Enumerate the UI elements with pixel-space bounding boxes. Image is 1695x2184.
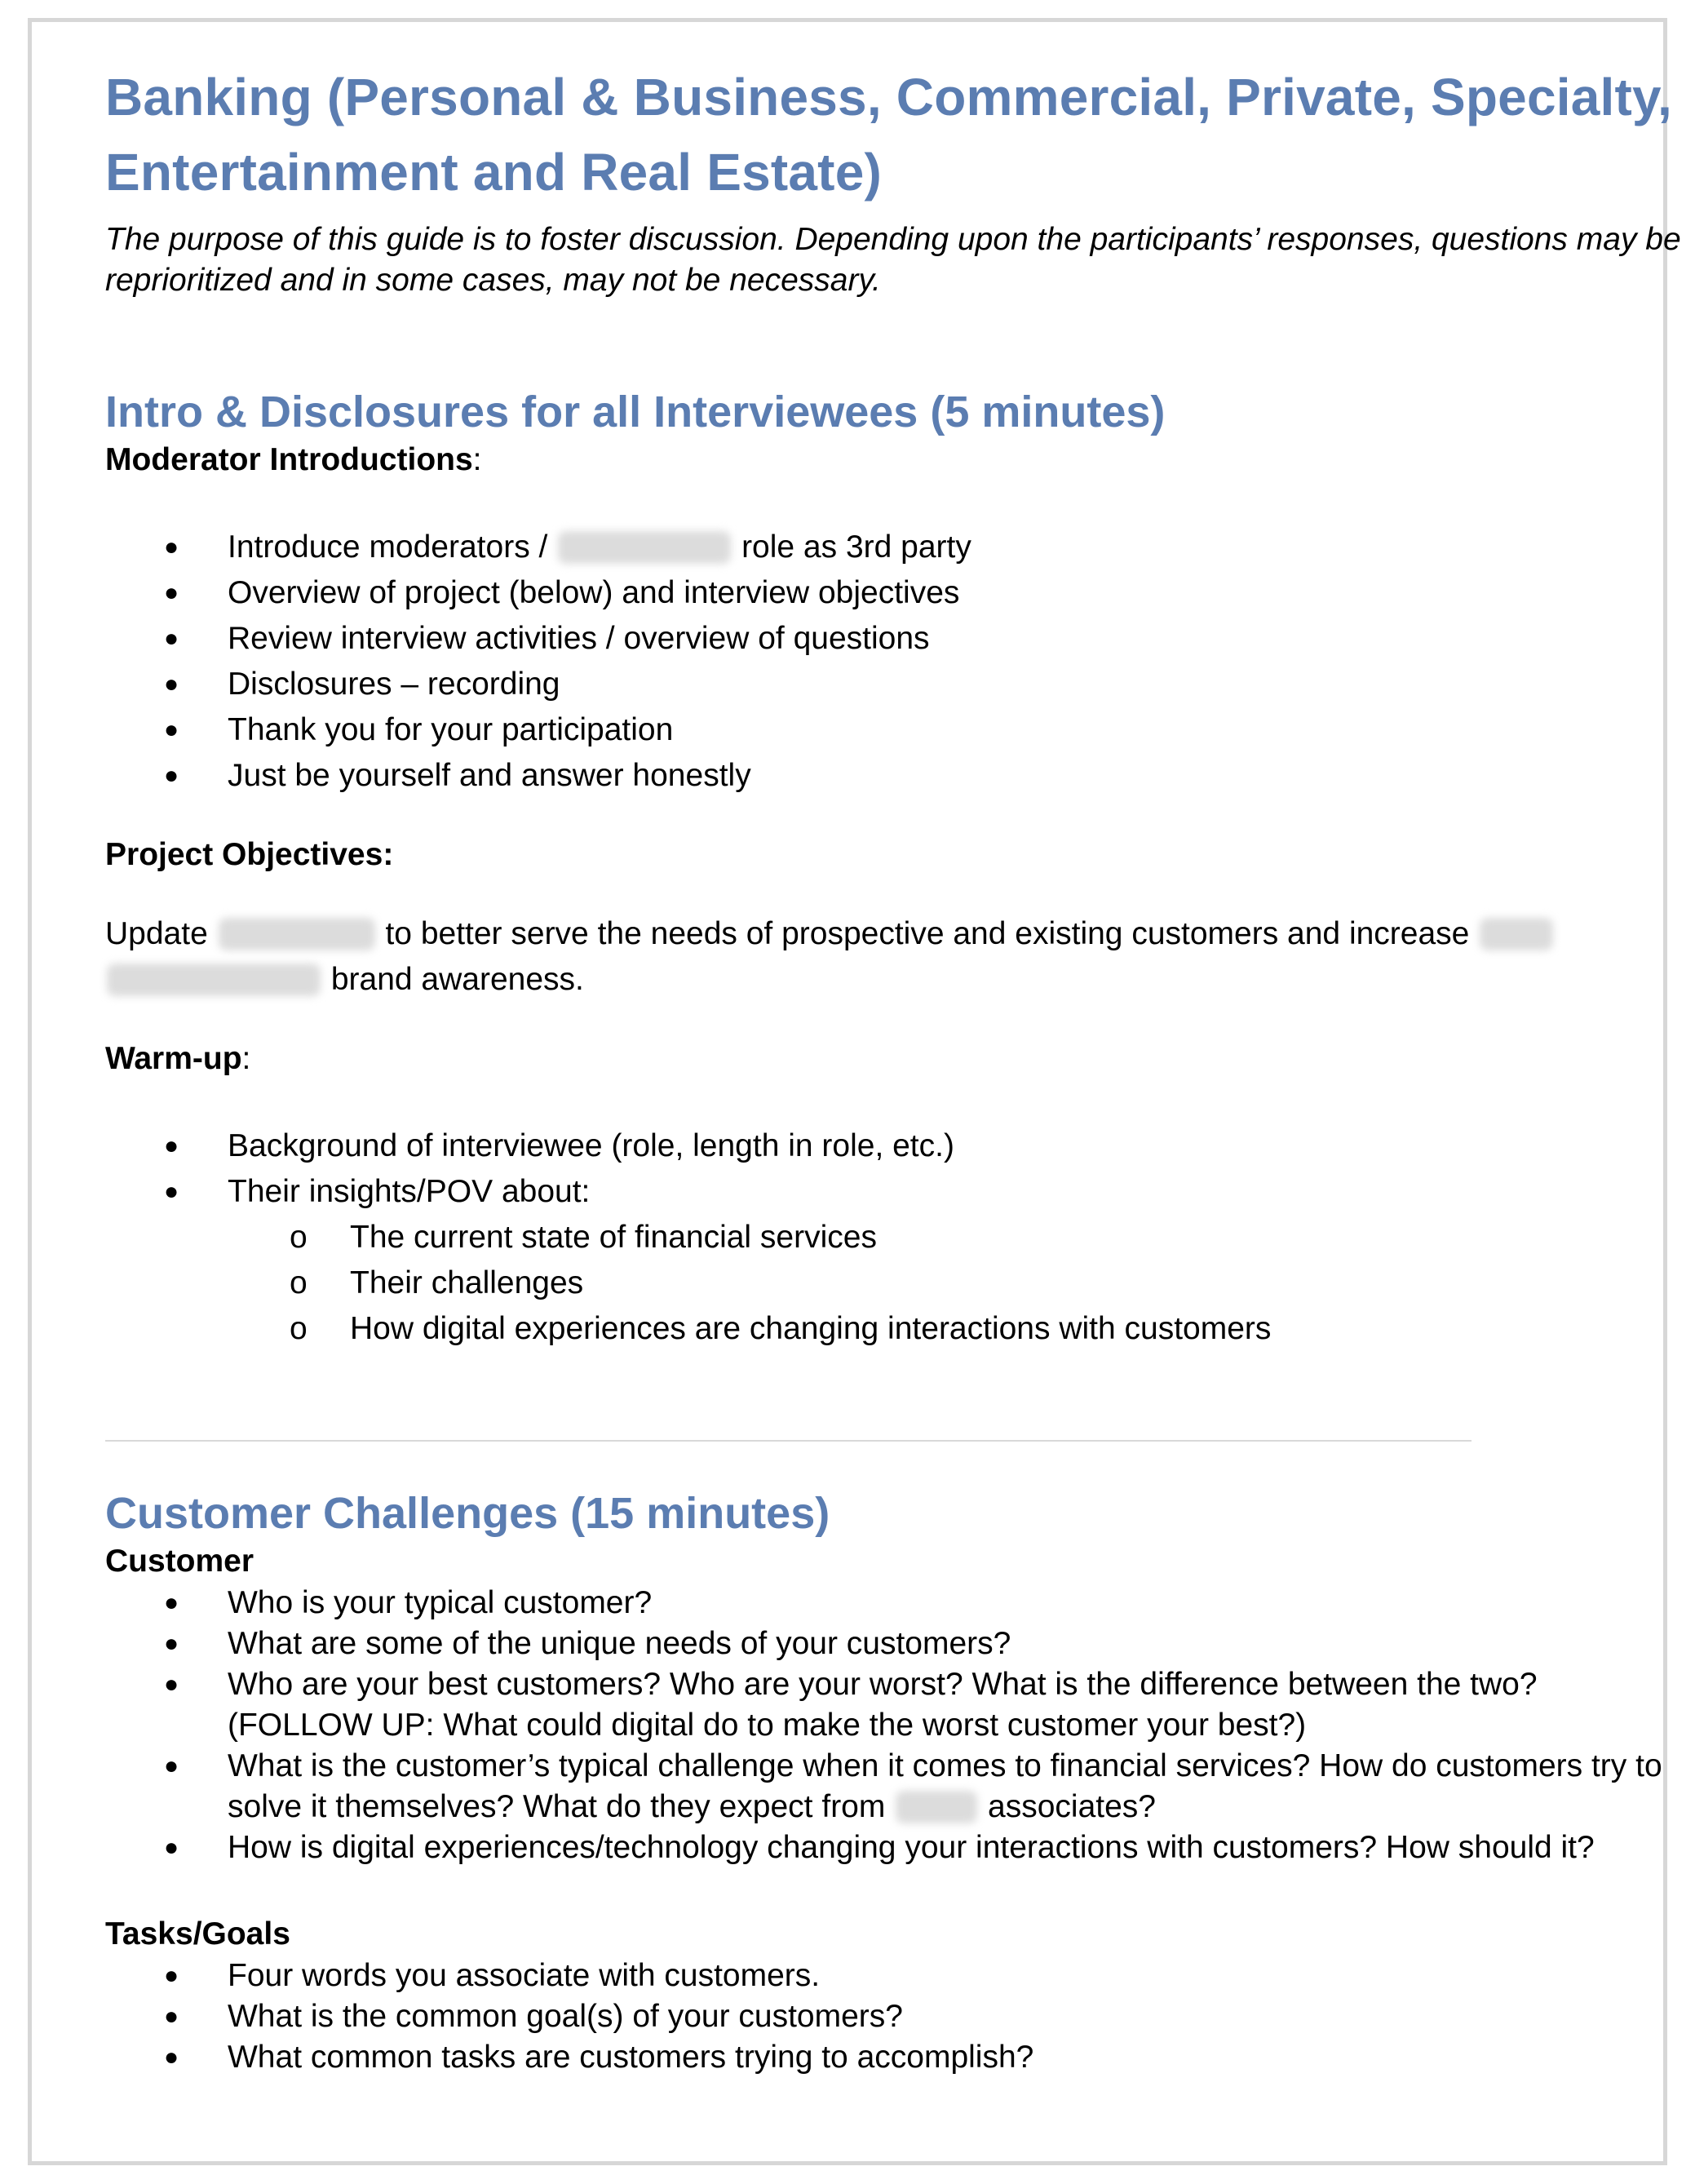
bullet-icon: ● (164, 1178, 179, 1205)
list-item (105, 1169, 1688, 1352)
list-item-text: Four words you associate with customers. (228, 1958, 821, 1993)
warm-up-sublist (228, 1215, 1688, 1352)
bullet-icon: ● (164, 1132, 179, 1159)
list-item-text: Disclosures – recording (228, 667, 560, 702)
list-item-text: role as 3rd party (741, 529, 971, 565)
list-item-text: associates? (988, 1789, 1156, 1824)
list-item (105, 662, 1688, 707)
list-item-text: Their insights/POV about: (228, 1174, 591, 1209)
list-item (105, 525, 1688, 570)
bullet-icon: ● (164, 1589, 179, 1616)
tasks-goals-list (105, 1956, 1688, 2078)
document-title: Banking (Personal & Business, Commercial, Private, Specialty, Entertainment and Real Estate) (105, 68, 1673, 202)
project-objectives-heading: Project Objectives: (105, 837, 394, 872)
bullet-icon: ● (164, 1962, 179, 1989)
redacted-bank-name (1480, 918, 1553, 950)
customer-challenges-section-title: Customer Challenges (15 minutes) (105, 1489, 830, 1538)
bullet-icon: ● (164, 1671, 179, 1698)
redacted-bank-name-continued (107, 964, 321, 996)
document-body (105, 60, 1688, 2078)
list-item-text: How is digital experiences/technology changing your interactions with customers? How should it? (228, 1830, 1595, 1865)
bullet-icon: ● (164, 534, 179, 560)
list-item-text: Background of interviewee (role, length in role, etc.) (228, 1128, 954, 1163)
list-item-text: Introduce moderators / (228, 529, 548, 565)
customer-questions-list (105, 1583, 1688, 1868)
list-item (105, 707, 1688, 753)
project-objectives-text (105, 911, 1688, 1003)
circle-bullet-icon: o (290, 1220, 308, 1255)
bullet-icon: ● (164, 1752, 179, 1779)
list-item (105, 1123, 1688, 1169)
redacted-website (219, 918, 375, 950)
list-item-text: Just be yourself and answer honestly (228, 758, 751, 793)
bullet-icon: ● (164, 579, 179, 606)
objectives-text-end: brand awareness. (330, 962, 584, 997)
moderator-heading-text: Moderator Introductions (105, 442, 473, 477)
list-item-text: Review interview activities / overview of questions (228, 621, 930, 656)
sub-list-item (228, 1306, 1688, 1352)
warm-up-list (105, 1123, 1688, 1352)
list-item (105, 1996, 1688, 2037)
circle-bullet-icon: o (290, 1311, 308, 1346)
moderator-introductions-heading (105, 439, 1688, 481)
purpose-statement: The purpose of this guide is to foster discussion. Depending upon the participants’ responses, questions may be reprioritized and in some cases, may not be necessary. (105, 222, 1681, 298)
list-item (105, 753, 1688, 799)
sub-list-item-text: Their challenges (350, 1265, 584, 1300)
bullet-icon: ● (164, 1630, 179, 1657)
list-item (105, 570, 1688, 616)
list-item (105, 1827, 1688, 1868)
moderator-heading-colon: : (472, 442, 482, 477)
objectives-text-middle: to better serve the needs of prospective and existing customers and increase (385, 916, 1470, 951)
list-item (105, 1746, 1688, 1827)
circle-bullet-icon: o (290, 1265, 308, 1300)
sub-list-item-text: The current state of financial services (350, 1220, 877, 1255)
warm-up-heading-colon: : (241, 1041, 251, 1076)
bullet-icon: ● (164, 716, 179, 743)
bullet-icon: ● (164, 1834, 179, 1861)
sub-list-item (228, 1215, 1688, 1260)
redacted-company-name (896, 1791, 977, 1823)
bullet-icon: ● (164, 625, 179, 652)
objectives-text-start: Update (105, 916, 208, 951)
customer-heading: Customer (105, 1544, 254, 1579)
list-item (105, 1956, 1688, 1996)
intro-section-title: Intro & Disclosures for all Interviewees (5 minutes) (105, 388, 1166, 436)
warm-up-heading (105, 1038, 1688, 1080)
list-item-text: Thank you for your participation (228, 712, 674, 747)
bullet-icon: ● (164, 671, 179, 698)
list-item (105, 1583, 1688, 1624)
list-item (105, 2037, 1688, 2078)
section-divider (105, 1440, 1472, 1442)
page-frame (28, 18, 1681, 2165)
list-item (105, 1664, 1688, 1746)
list-item-text: Who is your typical customer? (228, 1585, 653, 1620)
list-item-text: Who are your best customers? Who are your worst? What is the difference between the two? (FOLLOW UP: What could digital do to make the worst customer your best?) (228, 1667, 1538, 1743)
list-item-text: What are some of the unique needs of your customers? (228, 1626, 1011, 1661)
bullet-icon: ● (164, 2044, 179, 2071)
list-item-text: What is the common goal(s) of your customers? (228, 1999, 903, 2034)
list-item (105, 616, 1688, 662)
list-item-text: What common tasks are customers trying to accomplish? (228, 2040, 1034, 2075)
redacted-company-name (558, 531, 731, 564)
sub-list-item (228, 1260, 1688, 1306)
sub-list-item-text: How digital experiences are changing interactions with customers (350, 1311, 1272, 1346)
bullet-icon: ● (164, 762, 179, 789)
list-item-text: Overview of project (below) and interview objectives (228, 575, 960, 610)
warm-up-heading-text: Warm-up (105, 1041, 242, 1076)
moderator-list (105, 525, 1688, 799)
tasks-goals-heading: Tasks/Goals (105, 1916, 290, 1951)
bullet-icon: ● (164, 2003, 179, 2030)
list-item (105, 1624, 1688, 1664)
list-item-text: What is the customer’s typical challenge when it comes to financial services? How do customers try to solve it themselves? What do they expect from (228, 1748, 1662, 1824)
